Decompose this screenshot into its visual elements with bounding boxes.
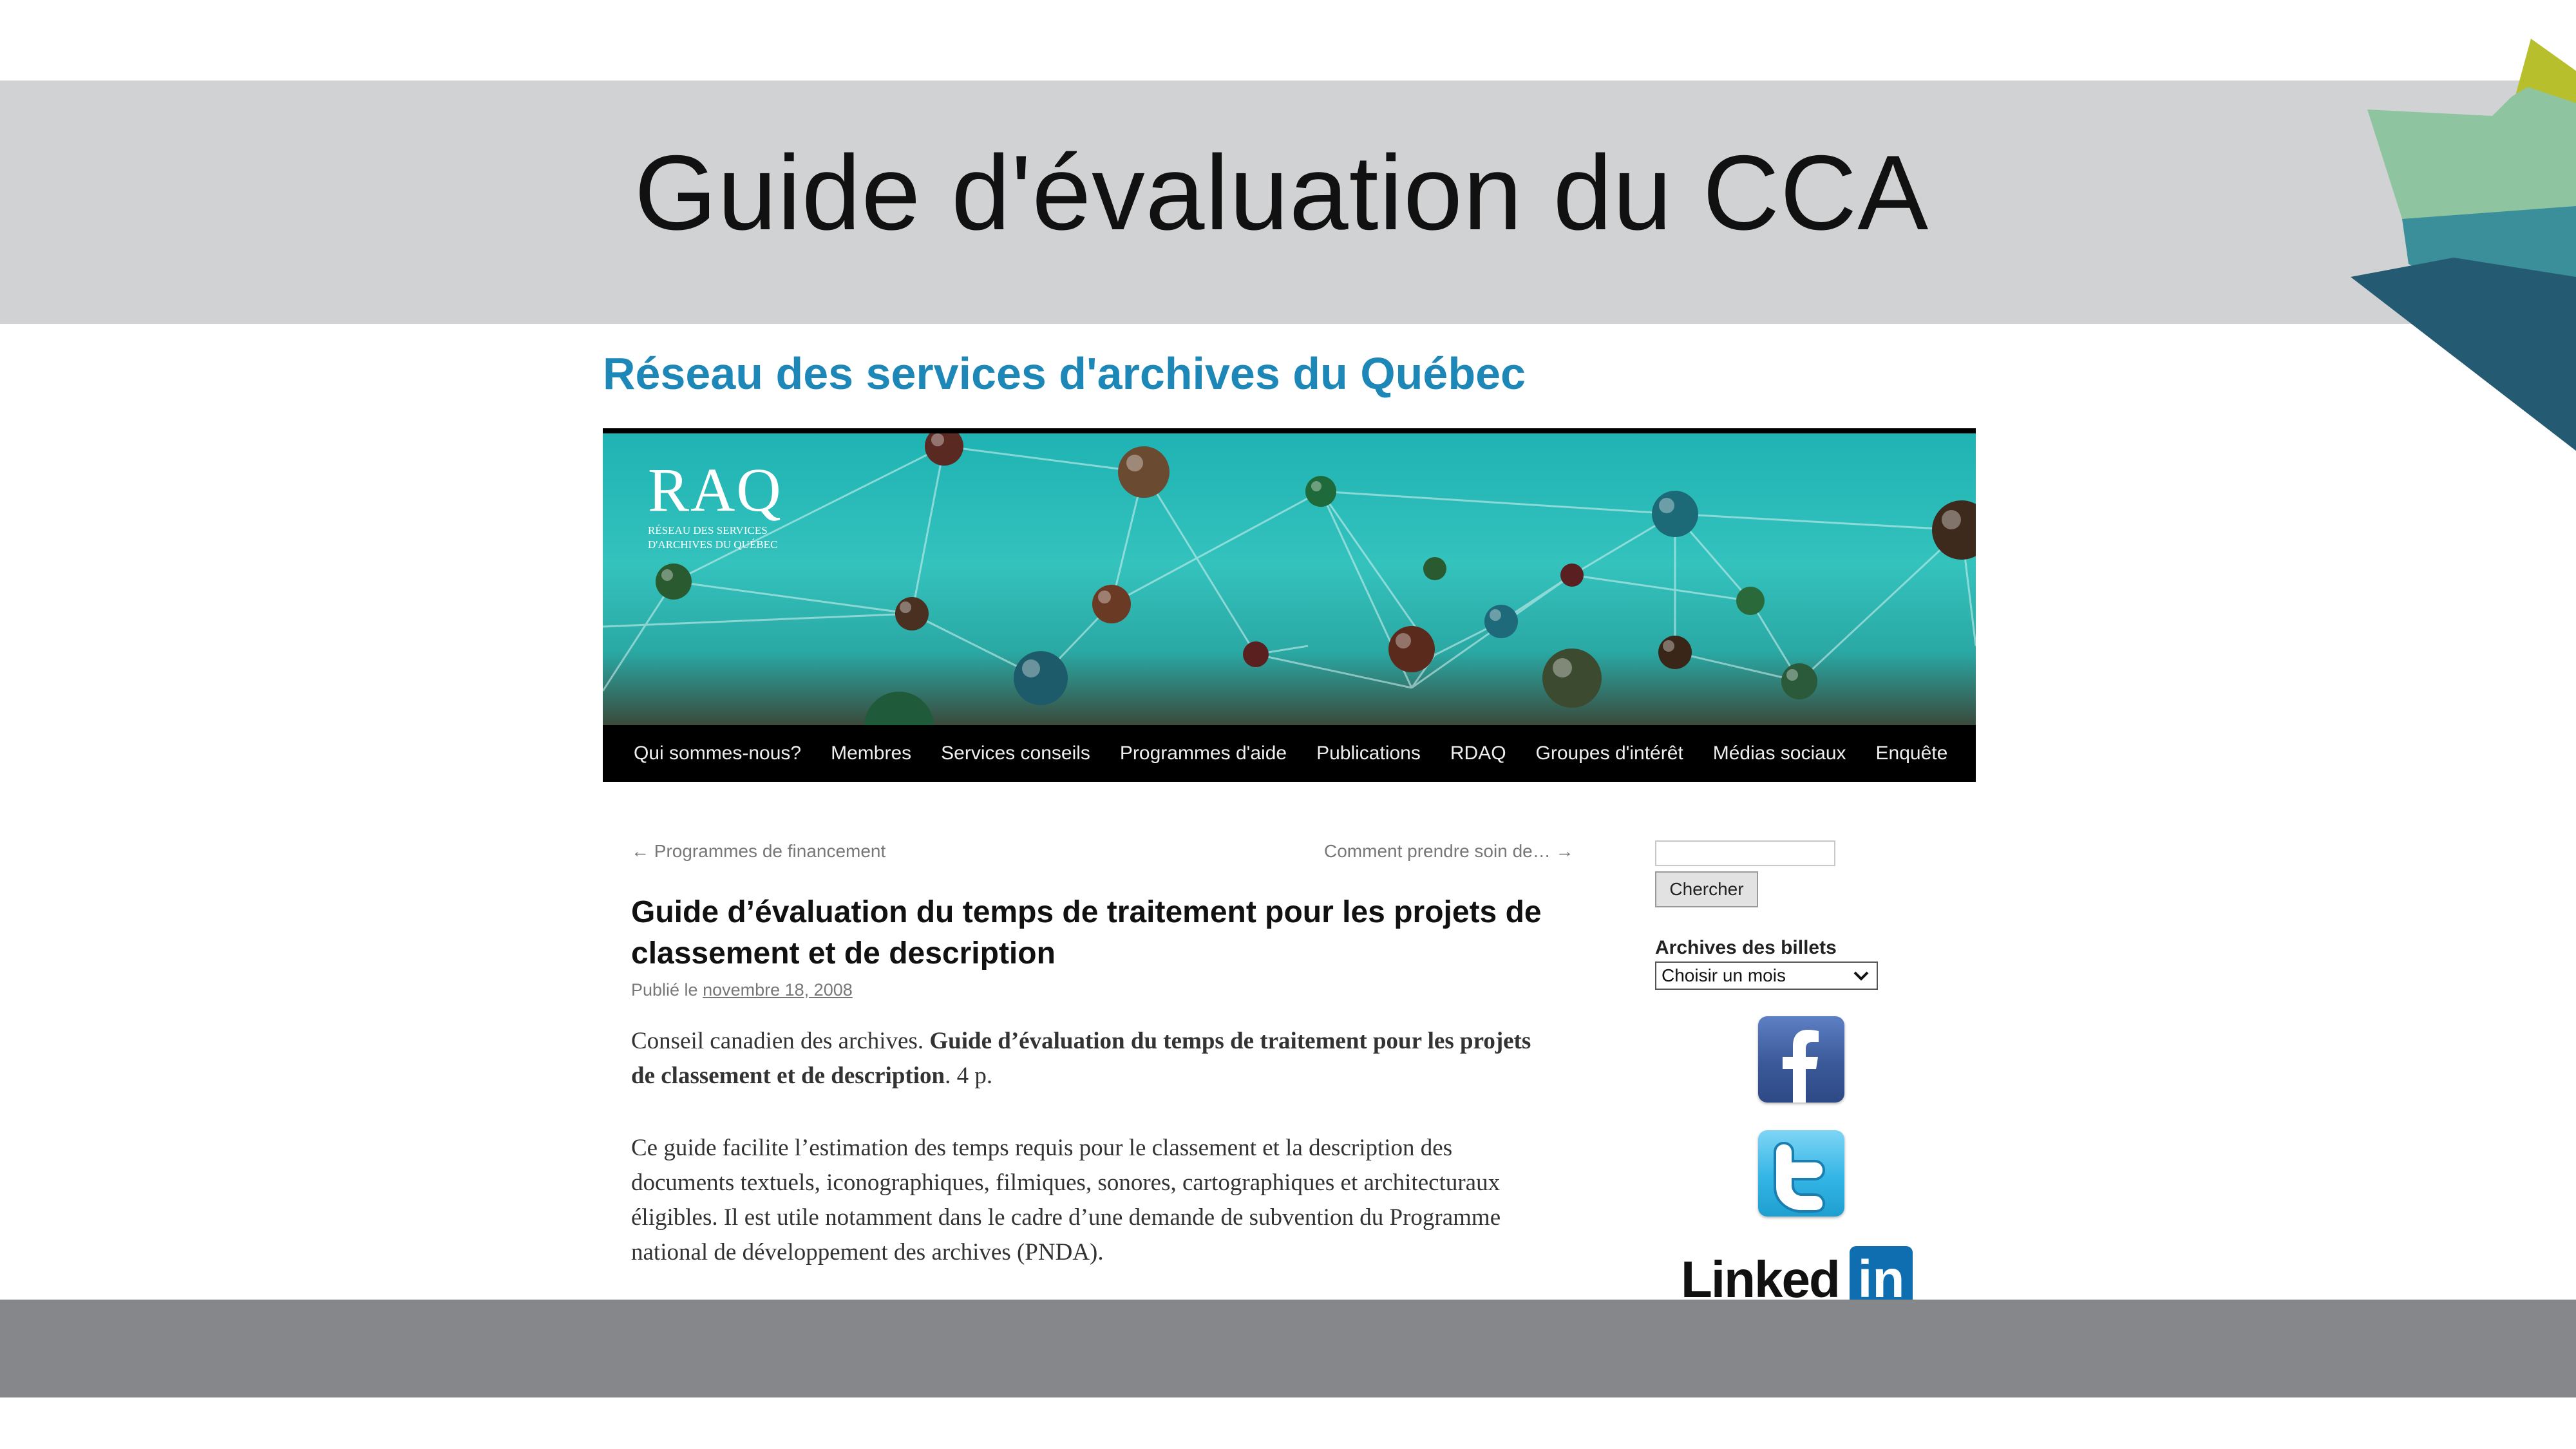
archives-month-select[interactable] xyxy=(1655,961,1878,990)
citation-pages: . 4 p. xyxy=(945,1063,993,1089)
slide-footer-band xyxy=(0,1300,2576,1397)
twitter-t-glyph xyxy=(1758,1130,1844,1217)
deco-mint-shape xyxy=(2367,87,2576,222)
search-input[interactable] xyxy=(1655,840,1835,866)
raq-logo[interactable] xyxy=(648,455,782,552)
nav-item-medias-sociaux[interactable]: Médias sociaux xyxy=(1712,743,1846,764)
nav-item-publications[interactable]: Publications xyxy=(1316,743,1421,764)
main-navigation xyxy=(603,725,1976,782)
linkedin-logo[interactable] xyxy=(1681,1246,1919,1300)
citation-title: Guide d’évaluation du temps de traitement pour les projets de classement et de description xyxy=(631,1028,1531,1089)
site-title[interactable]: Réseau des services d'archives du Québec xyxy=(603,348,1526,399)
banner-network-graphic xyxy=(603,433,1976,725)
corner-decoration xyxy=(2331,26,2576,464)
post-paragraph-citation xyxy=(631,1024,1558,1094)
previous-post-link[interactable]: ← Programmes de financement xyxy=(631,841,886,861)
next-post-link[interactable]: Comment prendre soin de… → xyxy=(1324,841,1574,861)
nav-item-rdaq[interactable]: RDAQ xyxy=(1450,743,1506,764)
chevron-down-icon xyxy=(1851,965,1871,986)
nav-item-programmes-aide[interactable]: Programmes d'aide xyxy=(1119,743,1287,764)
archives-select-value: Choisir un mois xyxy=(1662,965,1786,985)
nav-item-services-conseils[interactable]: Services conseils xyxy=(941,743,1090,764)
slide-title: Guide d'évaluation du CCA xyxy=(634,133,1929,252)
raq-logo-subtitle-2: D'ARCHIVES DU QUÉBEC xyxy=(648,538,778,551)
linkedin-text: Linked xyxy=(1681,1251,1839,1300)
linkedin-in-badge: in xyxy=(1850,1246,1913,1300)
banner-top-rule xyxy=(603,428,1976,433)
nav-item-membres[interactable]: Membres xyxy=(831,743,912,764)
post-date-link[interactable]: novembre 18, 2008 xyxy=(703,980,853,999)
raq-logo-subtitle-1: RÉSEAU DES SERVICES xyxy=(648,524,768,536)
citation-author: Conseil canadien des archives. xyxy=(631,1028,930,1054)
header-banner[interactable] xyxy=(603,433,1976,725)
nav-item-groupes-interet[interactable]: Groupes d'intérêt xyxy=(1535,743,1683,764)
search-button[interactable]: Chercher xyxy=(1655,871,1758,907)
archives-widget-title: Archives des billets xyxy=(1655,937,1837,958)
post-title[interactable]: Guide d’évaluation du temps de traitement pour les projets de classement et de description xyxy=(631,895,1542,971)
raq-logo-text: RAQ xyxy=(648,455,782,524)
post-meta xyxy=(631,980,853,1000)
deco-navy-shape xyxy=(2351,258,2576,451)
facebook-f-glyph xyxy=(1758,1016,1844,1103)
post-paragraph-description: Ce guide facilite l’estimation des temps requis pour le classement et la description des documents textuels, iconographiques, filmiques, sonores, cartographiques et architecturaux éligibles. Il est utile notamment dans le cadre d’une demande de subvention du Programme national de développement des archives (PNDA). xyxy=(631,1135,1501,1265)
post-meta-prefix: Publié le xyxy=(631,980,703,999)
facebook-icon[interactable] xyxy=(1758,1016,1844,1103)
nav-item-enquete[interactable]: Enquête xyxy=(1875,743,1948,764)
nav-item-qui-sommes-nous[interactable]: Qui sommes-nous? xyxy=(634,743,802,764)
twitter-icon[interactable] xyxy=(1758,1130,1844,1217)
